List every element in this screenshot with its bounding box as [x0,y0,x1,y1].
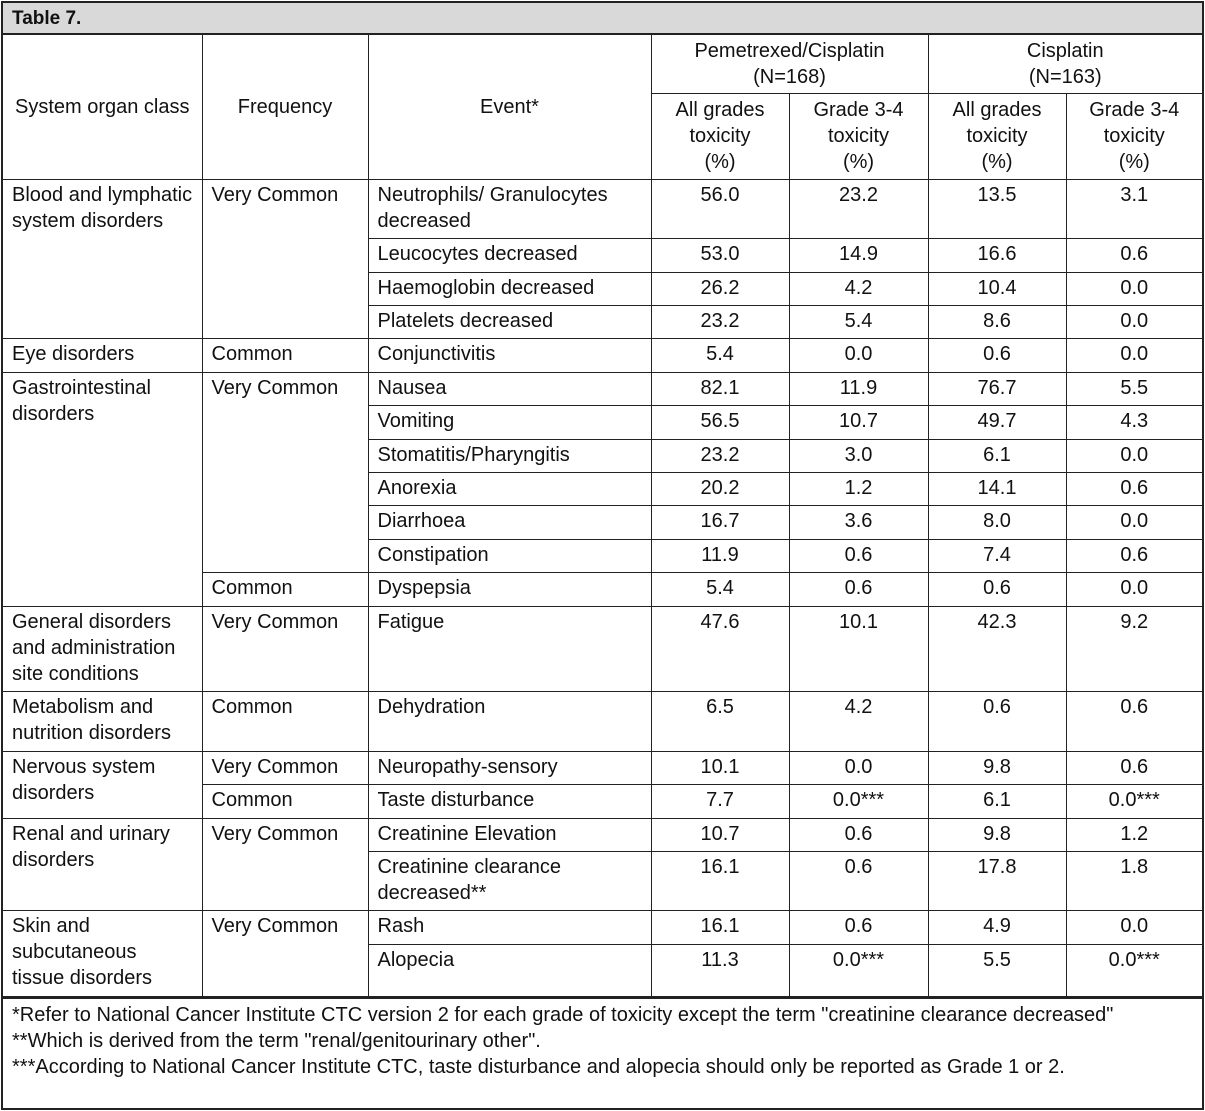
value-cell: 1.8 [1066,851,1202,910]
event-cell: Leucocytes decreased [368,238,651,272]
value-cell: 7.4 [928,539,1066,572]
table-row [3,818,1202,851]
value-cell: 16.1 [651,851,789,910]
header-grade-3-4 [789,93,928,179]
event-cell: Conjunctivitis [368,338,651,372]
value-cell: 17.8 [928,851,1066,910]
value-cell: 0.0*** [1066,944,1202,996]
value-cell: 5.4 [651,338,789,372]
event-cell: Vomiting [368,405,651,439]
system-organ-class-cell: Metabolism and nutrition disorders [3,691,202,751]
value-cell: 10.4 [928,272,1066,305]
system-organ-class-cell: Nervous system disorders [3,751,202,818]
system-organ-class-cell: Renal and urinary disorders [3,818,202,910]
table-row [3,691,1202,751]
event-cell: Stomatitis/Pharyngitis [368,439,651,472]
system-organ-class-cell: Eye disorders [3,338,202,372]
value-cell: 42.3 [928,606,1066,691]
value-cell: 0.6 [789,851,928,910]
value-cell: 0.0*** [789,784,928,818]
frequency-cell: Common [202,572,368,606]
value-cell: 0.0 [1066,505,1202,539]
value-cell: 1.2 [1066,818,1202,851]
value-cell: 4.9 [928,910,1066,944]
value-cell: 0.6 [789,572,928,606]
header-group-cisplatin [928,35,1202,93]
value-cell: 0.6 [1066,751,1202,784]
value-cell: 53.0 [651,238,789,272]
value-cell: 6.1 [928,439,1066,472]
value-cell: 6.5 [651,691,789,751]
value-cell: 23.2 [651,439,789,472]
footnote: ***According to National Cancer Institute CTC, taste disturbance and alopecia should only be reported as Grade 1 or 2. [12,1055,1065,1078]
event-cell: Platelets decreased [368,305,651,338]
value-cell: 0.6 [928,572,1066,606]
value-cell: 14.1 [928,472,1066,505]
table-row [3,338,1202,372]
value-cell: 0.0 [1066,572,1202,606]
event-cell: Alopecia [368,944,651,996]
value-cell: 13.5 [928,179,1066,238]
value-cell: 82.1 [651,372,789,405]
value-cell: 56.5 [651,405,789,439]
value-cell: 47.6 [651,606,789,691]
value-cell: 1.2 [789,472,928,505]
value-cell: 9.8 [928,751,1066,784]
frequency-cell: Very Common [202,818,368,910]
value-cell: 0.0 [1066,338,1202,372]
frequency-cell: Common [202,338,368,372]
value-cell: 0.0 [1066,305,1202,338]
header-frequency: Frequency [202,35,368,179]
value-cell: 0.6 [1066,238,1202,272]
system-organ-class-cell: Skin and subcutaneous tissue disorders [3,910,202,996]
value-cell: 20.2 [651,472,789,505]
header-system-organ-class: System organ class [3,35,202,179]
header-line: Grade 3-4 [1089,99,1180,121]
value-cell: 0.0 [1066,272,1202,305]
header-line: (%) [1118,151,1150,173]
value-cell: 10.1 [651,751,789,784]
group-n: (N=168) [753,65,826,88]
value-cell: 11.9 [651,539,789,572]
header-line: toxicity [689,125,751,147]
event-cell: Diarrhoea [368,505,651,539]
value-cell: 9.2 [1066,606,1202,691]
value-cell: 76.7 [928,372,1066,405]
table-row [3,910,1202,944]
value-cell: 56.0 [651,179,789,238]
header-line: All grades [952,99,1042,121]
header-all-grades [928,93,1066,179]
table-row [3,751,1202,784]
frequency-cell: Very Common [202,372,368,572]
value-cell: 0.0 [1066,910,1202,944]
header-line: All grades [675,99,765,121]
value-cell: 8.6 [928,305,1066,338]
value-cell: 6.1 [928,784,1066,818]
header-group-pemetrexed-cisplatin [651,35,928,93]
table-row [3,606,1202,691]
adverse-events-table [3,35,1202,997]
header-line: (%) [842,151,875,173]
value-cell: 7.7 [651,784,789,818]
value-cell: 3.1 [1066,179,1202,238]
event-cell: Anorexia [368,472,651,505]
value-cell: 11.9 [789,372,928,405]
value-cell: 4.2 [789,691,928,751]
value-cell: 0.0 [789,751,928,784]
value-cell: 0.0 [1066,439,1202,472]
value-cell: 16.6 [928,238,1066,272]
header-grade-3-4 [1066,93,1202,179]
group-n: (N=163) [1028,65,1102,88]
event-cell: Creatinine Elevation [368,818,651,851]
event-cell: Dehydration [368,691,651,751]
value-cell: 8.0 [928,505,1066,539]
event-cell: Taste disturbance [368,784,651,818]
value-cell: 0.6 [928,691,1066,751]
value-cell: 10.7 [789,405,928,439]
event-cell: Dyspepsia [368,572,651,606]
frequency-cell: Very Common [202,179,368,338]
value-cell: 0.6 [789,910,928,944]
value-cell: 3.6 [789,505,928,539]
value-cell: 16.1 [651,910,789,944]
value-cell: 5.4 [789,305,928,338]
frequency-cell: Very Common [202,751,368,784]
value-cell: 10.1 [789,606,928,691]
value-cell: 0.6 [928,338,1066,372]
footnote: **Which is derived from the term "renal/genitourinary other". [12,1029,541,1052]
value-cell: 16.7 [651,505,789,539]
header-event: Event* [368,35,651,179]
system-organ-class-cell: Gastrointestinal disorders [3,372,202,606]
value-cell: 23.2 [789,179,928,238]
header-line: toxicity [966,125,1028,147]
value-cell: 0.0 [789,338,928,372]
value-cell: 14.9 [789,238,928,272]
header-line: toxicity [827,125,890,147]
value-cell: 0.0*** [789,944,928,996]
value-cell: 3.0 [789,439,928,472]
value-cell: 5.4 [651,572,789,606]
table-container [1,1,1204,1110]
value-cell: 0.6 [789,539,928,572]
event-cell: Creatinine clearance decreased** [368,851,651,910]
group-name: Pemetrexed/Cisplatin [694,39,885,62]
event-cell: Nausea [368,372,651,405]
value-cell: 5.5 [928,944,1066,996]
value-cell: 4.2 [789,272,928,305]
header-all-grades [651,93,789,179]
value-cell: 49.7 [928,405,1066,439]
table-title: Table 7. [3,3,1202,35]
value-cell: 26.2 [651,272,789,305]
value-cell: 4.3 [1066,405,1202,439]
frequency-cell: Common [202,691,368,751]
system-organ-class-cell: Blood and lymphatic system disorders [3,179,202,338]
header-line: Grade 3-4 [813,99,904,121]
event-cell: Constipation [368,539,651,572]
frequency-cell: Common [202,784,368,818]
header-line: (%) [704,151,736,173]
event-cell: Fatigue [368,606,651,691]
frequency-cell: Very Common [202,606,368,691]
group-name: Cisplatin [1026,39,1104,62]
system-organ-class-cell: General disorders and administration site conditions [3,606,202,691]
value-cell: 5.5 [1066,372,1202,405]
event-cell: Neuropathy-sensory [368,751,651,784]
value-cell: 23.2 [651,305,789,338]
table-row [3,372,1202,405]
table-row [3,179,1202,238]
header-line: toxicity [1103,125,1165,147]
header-line: (%) [981,151,1013,173]
event-cell: Neutrophils/ Granulocytes decreased [368,179,651,238]
footnote: *Refer to National Cancer Institute CTC version 2 for each grade of toxicity except the term "creatinine clearance decreased" [12,1003,1114,1026]
footnotes [3,997,1202,1080]
value-cell: 11.3 [651,944,789,996]
event-cell: Haemoglobin decreased [368,272,651,305]
value-cell: 9.8 [928,818,1066,851]
value-cell: 0.6 [1066,691,1202,751]
value-cell: 10.7 [651,818,789,851]
value-cell: 0.6 [1066,472,1202,505]
frequency-cell: Very Common [202,910,368,996]
value-cell: 0.0*** [1066,784,1202,818]
value-cell: 0.6 [789,818,928,851]
event-cell: Rash [368,910,651,944]
value-cell: 0.6 [1066,539,1202,572]
